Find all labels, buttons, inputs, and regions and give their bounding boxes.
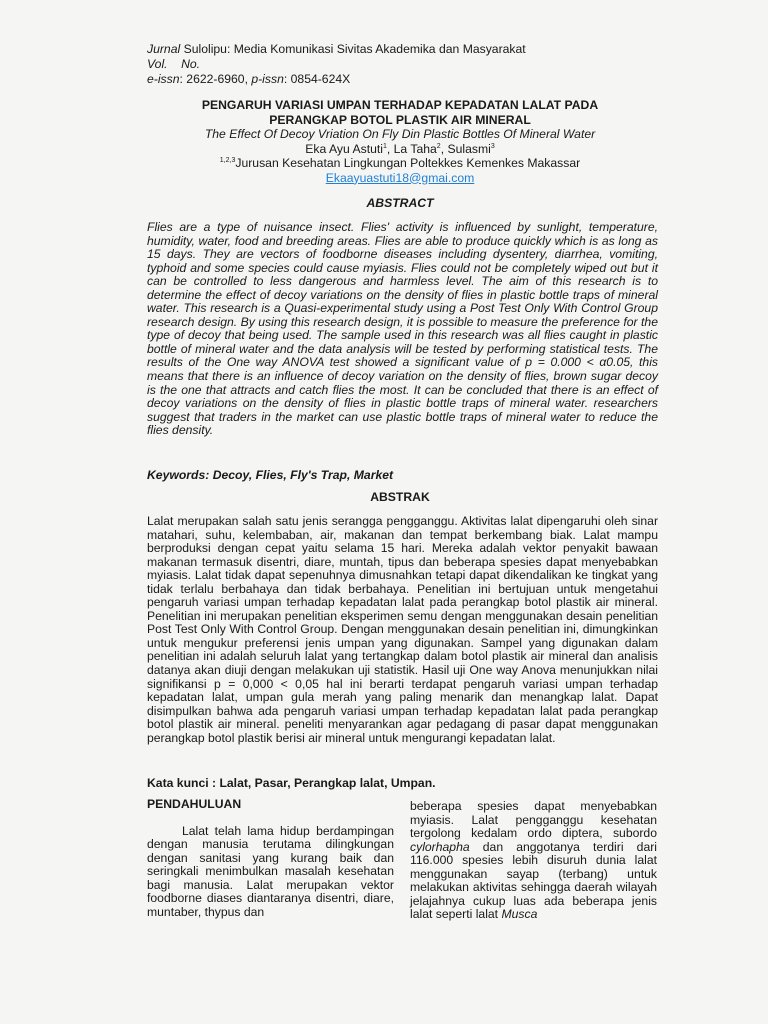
volume-line: Vol. No.: [147, 57, 201, 71]
author-1-sup: 1: [382, 142, 387, 150]
title-block: [120, 98, 680, 185]
affiliation-text: Jurusan Kesehatan Lingkungan Poltekkes Kemenkes Makassar: [235, 156, 581, 170]
journal-header: [147, 42, 526, 87]
author-1: Eka Ayu Astuti: [305, 141, 383, 156]
journal-name-line: [147, 42, 526, 57]
pissn-label: p-issn: [251, 72, 284, 86]
abstrak-keywords: Kata kunci : Lalat, Pasar, Perangkap lalat, Umpan.: [147, 776, 436, 790]
authors: [120, 142, 680, 157]
abstract-keywords: Keywords: Decoy, Flies, Fly's Trap, Market: [147, 468, 394, 482]
author-2-sup: 2: [436, 142, 441, 150]
intro-right-italic-1: cylorhapha: [410, 839, 470, 854]
pissn-value: : 0854-624X: [283, 72, 351, 86]
abstrak-text: Lalat merupakan salah satu jenis serangga pengganggu. Aktivitas lalat dipengaruhi oleh sinar matahari, suhu, kelembaban, air, makanan dan tempat berkembang biak. Lalat mampu berproduksi dengan cepat yaitu selama 15 hari. Mereka adalah vektor penyakit bawaan makanan termasuk disentri, diare, muntah, tipus dan beberapa spesies dapat menyebabkan myiasis. Lalat tidak dapat sepenuhnya dimusnahkan tetapi dapat dikendalikan ke tingkat yang tidak terlalu berbahaya dan tidak berbahaya. Penelitian ini bertujuan untuk mengetahui pengaruh variasi umpan terhadap kepadatan lalat pada perangkap botol plastik air mineral. Penelitian ini merupakan penelitian eksperimen semu dengan menggunakan desain penelitian Post Test Only With Control Group. Dengan menggunakan desain penelitian ini, dimungkinkan untuk mengukur preferensi jenis umpan yang digunakan. Sampel yang digunakan dalam penelitian ini adalah seluruh lalat yang tertangkap dalam botol plastik air mineral dan analisis datanya akan diuji dengan melakukan uji statistik. Hasil uji One way Anova menunjukkan nilai signifikansi p = 0,000 < 0,05 hal ini berarti terdapat pengaruh variasi umpan terhadap kepadatan lalat, umpan gula merah yang paling menarik dan menangkap lalat. Dapat disimpulkan bahwa ada pengaruh variasi umpan terhadap kepadatan lalat pada perangkap botol plastik air mineral. peneliti menyarankan agar pedagang di pasar dapat menggunakan perangkap botol plastik berisi air mineral untuk mengurangi kepadatan lalat.: [147, 514, 658, 745]
issn-line: [147, 72, 526, 87]
eissn-value: : 2622-6960,: [179, 72, 252, 86]
intro-right-italic-2: Musca: [501, 907, 538, 922]
intro-heading: PENDAHULUAN: [147, 797, 242, 811]
paper-title-line2: PERANGKAP BOTOL PLASTIK AIR MINERAL: [269, 112, 531, 127]
author-email-link[interactable]: Ekaayuastuti18@gmai.com: [325, 170, 475, 185]
author-2: , La Taha: [386, 141, 437, 156]
abstract-text: Flies are a type of nuisance insect. Flies' activity is influenced by sunlight, temperature, humidity, water, food and breeding areas. Flies are able to produce quickly which is as long as 15 days. They are vectors of foodborne diseases including dysentery, diarrhea, vomiting, typhoid and some species could cause myiasis. Flies could not be completely wiped out but it can be controlled to less dangerous and harmless level. The aim of this research is to determine the effect of decoy variations on the density of flies in plastic bottle traps of mineral water. This research is a Quasi-experimental study using a Post Test Only With Control Group research design. By using this research design, it is possible to measure the preference for the type of decoy that being used. The sample used in this research was all flies caught in plastic bottle of mineral water and the data analysis will be tested by performing statistical tests. The results of the One way ANOVA test showed a significant value of p = 0.000 < α0.05, this means that there is an influence of decoy variation on the density of flies, brown sugar decoy is the one that attracts and catch flies the most. It can be concluded that there is an effect of decoy variations on the density of flies in plastic bottle traps of mineral water. researchers suggest that traders in the market can use plastic bottle traps of mineral water to reduce the flies density.: [147, 220, 658, 438]
journal-label: Jurnal: [147, 42, 181, 56]
intro-left-column: [147, 798, 394, 919]
author-3: , Sulasmi: [440, 141, 491, 156]
eissn-label: e-issn: [147, 72, 180, 86]
affiliation: [120, 156, 680, 171]
affiliation-sup: 1,2,3: [219, 156, 236, 164]
intro-left-text: Lalat telah lama hidup berdampingan dengan manusia terutama dilingkungan dengan sanitasi yang kurang baik dan seringkali menimbulkan masalah kesehatan bagi manusia. Lalat merupakan vektor foodborne diases diantaranya disentri, diare, muntaber, thypus dan: [147, 823, 394, 919]
email-line: [120, 171, 680, 186]
intro-right-text-1: beberapa spesies dapat menyebabkan myiasis. Lalat pengganggu kesehatan tergolong kedalam ordo diptera, subordo: [410, 799, 657, 841]
abstrak-heading: ABSTRAK: [370, 490, 430, 504]
intro-right-text-2: dan anggotanya terdiri dari 116.000 spesies lebih disuruh dunia lalat menggunakan sayap (terbang) untuk melakukan aktivitas sehingga daerah wilayah jelajahnya cukup luas ada beberapa jenis lalat seperti lalat: [410, 839, 657, 922]
paper-subtitle: The Effect Of Decoy Vriation On Fly Din Plastic Bottles Of Mineral Water: [204, 127, 596, 141]
abstract-heading: ABSTRACT: [366, 196, 434, 210]
author-3-sup: 3: [490, 142, 495, 150]
journal-name: Sulolipu: Media Komunikasi Sivitas Akademika dan Masyarakat: [180, 42, 526, 56]
paper-title-line1: PENGARUH VARIASI UMPAN TERHADAP KEPADATAN LALAT PADA: [201, 98, 599, 112]
intro-right-column: [410, 800, 657, 922]
